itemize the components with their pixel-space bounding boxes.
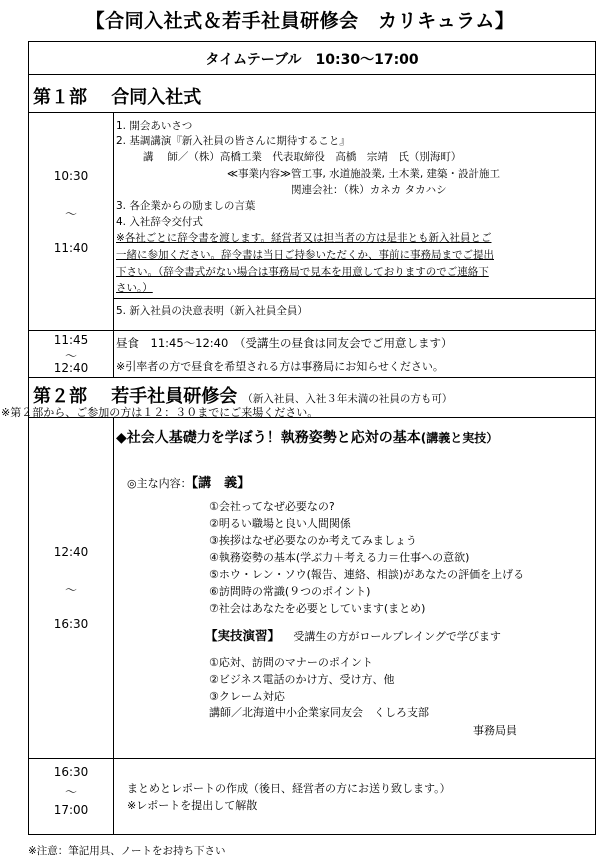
part2-time-tilde: ～ [64,583,77,597]
lecture-item: ①会社ってなぜ必要なの? [209,500,335,513]
practice-item: ②ビジネス電話のかけ方、受け方、他 [209,673,395,686]
part2-main-title-wrap [116,427,498,447]
footer-note: ※注意：筆記用具、ノートをお持ち下さい [28,845,226,857]
part1-item: ※各社ごとに辞令書を渡します。経営者又は担当者の方は是非とも新入社員とご [116,232,492,244]
part2-content [113,418,595,758]
timetable-header: タイムテーブル 10:30～17:00 [205,52,419,68]
lecture-item: ③挨拶はなぜ必要なのか考えてみましょう [209,534,417,547]
lunch-row [29,330,595,377]
part2-main-title-suffix: (講義と実技） [420,431,499,445]
closing-start-time: 16:30 [53,765,89,779]
part2-end-time: 16:30 [53,617,89,631]
part2-heading-row [1,377,595,419]
part1-start-time: 10:30 [53,169,89,183]
closing-line: まとめとレポートの作成（後日、経営者の方にお送り致します。） [127,782,451,795]
lunch-content [113,331,595,377]
instructor-role: 事務局員 [473,724,517,737]
part1-item: 5. 新入社員の決意表明（新入社員全員） [116,305,308,317]
part2-time-cell [29,418,114,758]
part2-heading: 第２部 若手社員研修会 [33,386,238,407]
part1-item: 4. 入社辞令交付式 [116,216,203,228]
part1-heading-row [29,74,595,112]
part1-item: 1. 開会あいさつ [116,120,193,132]
page-title: 【合同入社式＆若手社員研修会 カリキュラム】 [85,10,515,32]
lecture-item: ⑦社会はあなたを必要としています(まとめ) [209,602,426,615]
lunch-line: ※引率者の方で昼食を希望される方は事務局にお知らせください。 [116,360,444,373]
part2-start-time: 12:40 [53,545,89,559]
closing-line: ※レポートを提出して解散 [127,799,258,812]
instructor: 講師／北海道中小企業家同友会 くしろ支部 [209,706,429,719]
closing-row [29,758,595,834]
part1-item: 関連会社：（株）カネカ タカハシ [291,184,447,196]
lunch-time-tilde: ～ [64,349,77,363]
lecture-label: 【講 義】 [191,476,251,491]
part1-content [113,113,595,330]
timetable-header-row [29,42,595,74]
part1-heading: 第１部 合同入社式 [33,87,202,108]
lunch-line: 昼食 11:45～12:40 （受講生の昼食は同友会でご用意します） [116,336,453,350]
lecture-item: ⑥訪問時の常識(９つのポイント) [209,585,371,598]
part2-heading-note: （新入社員、入社３年未満の社員の方も可） [242,393,453,405]
lunch-start-time: 11:45 [53,333,89,347]
part1-item: 一緒に参加ください。辞令書は当日ご持参いただくか、事前に事務局までご提出 [116,249,494,261]
lunch-time-cell [29,331,114,377]
part2-body-row [29,417,595,758]
part2-notice: ※第２部から、ご参加の方は１２：３０までにご来場ください。 [1,406,319,419]
divider [113,298,595,299]
practice-desc: 受講生の方がロールプレイングで学びます [293,630,501,643]
lecture-item: ⑤ホウ・レン・ソウ(報告、連絡、相談)があなたの評価を上げる [209,568,525,581]
part1-item: 下さい。（辞令書式がない場合は事務局で見本を用意しておりますのでご連絡下 [116,266,489,278]
part2-content-label-wrap [127,472,250,491]
practice-item: ①応対、訪問のマナーのポイント [209,656,373,669]
practice-item: ③クレーム対応 [209,690,285,703]
part1-item: 3. 各企業からの励ましの言葉 [116,200,256,212]
part1-time-cell [29,113,114,330]
part1-item: ≪事業内容≫管工事, 水道施設業, 土木業, 建築・設計施工 [227,168,501,180]
curriculum-table [1,41,596,835]
part1-time-tilde: ～ [64,207,77,221]
part1-body-row [29,112,595,330]
content-label: ◎主な内容： [127,477,192,490]
lecture-item: ②明るい職場と良い人間関係 [209,517,351,530]
closing-content [113,759,595,834]
part1-item: 2. 基調講演『新入社員の皆さんに期待すること』 [116,135,350,147]
closing-time-cell [29,759,114,834]
part1-end-time: 11:40 [53,241,89,255]
lunch-end-time: 12:40 [53,361,89,375]
practice-label: 【実技演習】 [205,628,281,643]
part2-main-title: ◆社会人基礎力を学ぼう！執務姿勢と応対の基本 [116,430,421,446]
closing-time-tilde: ～ [64,785,77,799]
part1-item: 講 師／（株）高橋工業 代表取締役 高橋 宗靖 氏（別海町） [143,151,462,163]
lecture-item: ④執務姿勢の基本(学ぶ力＋考える力＝仕事への意欲) [209,551,470,564]
part1-item: さい。） [116,282,153,294]
closing-end-time: 17:00 [53,803,89,817]
practice-wrap [205,626,501,644]
